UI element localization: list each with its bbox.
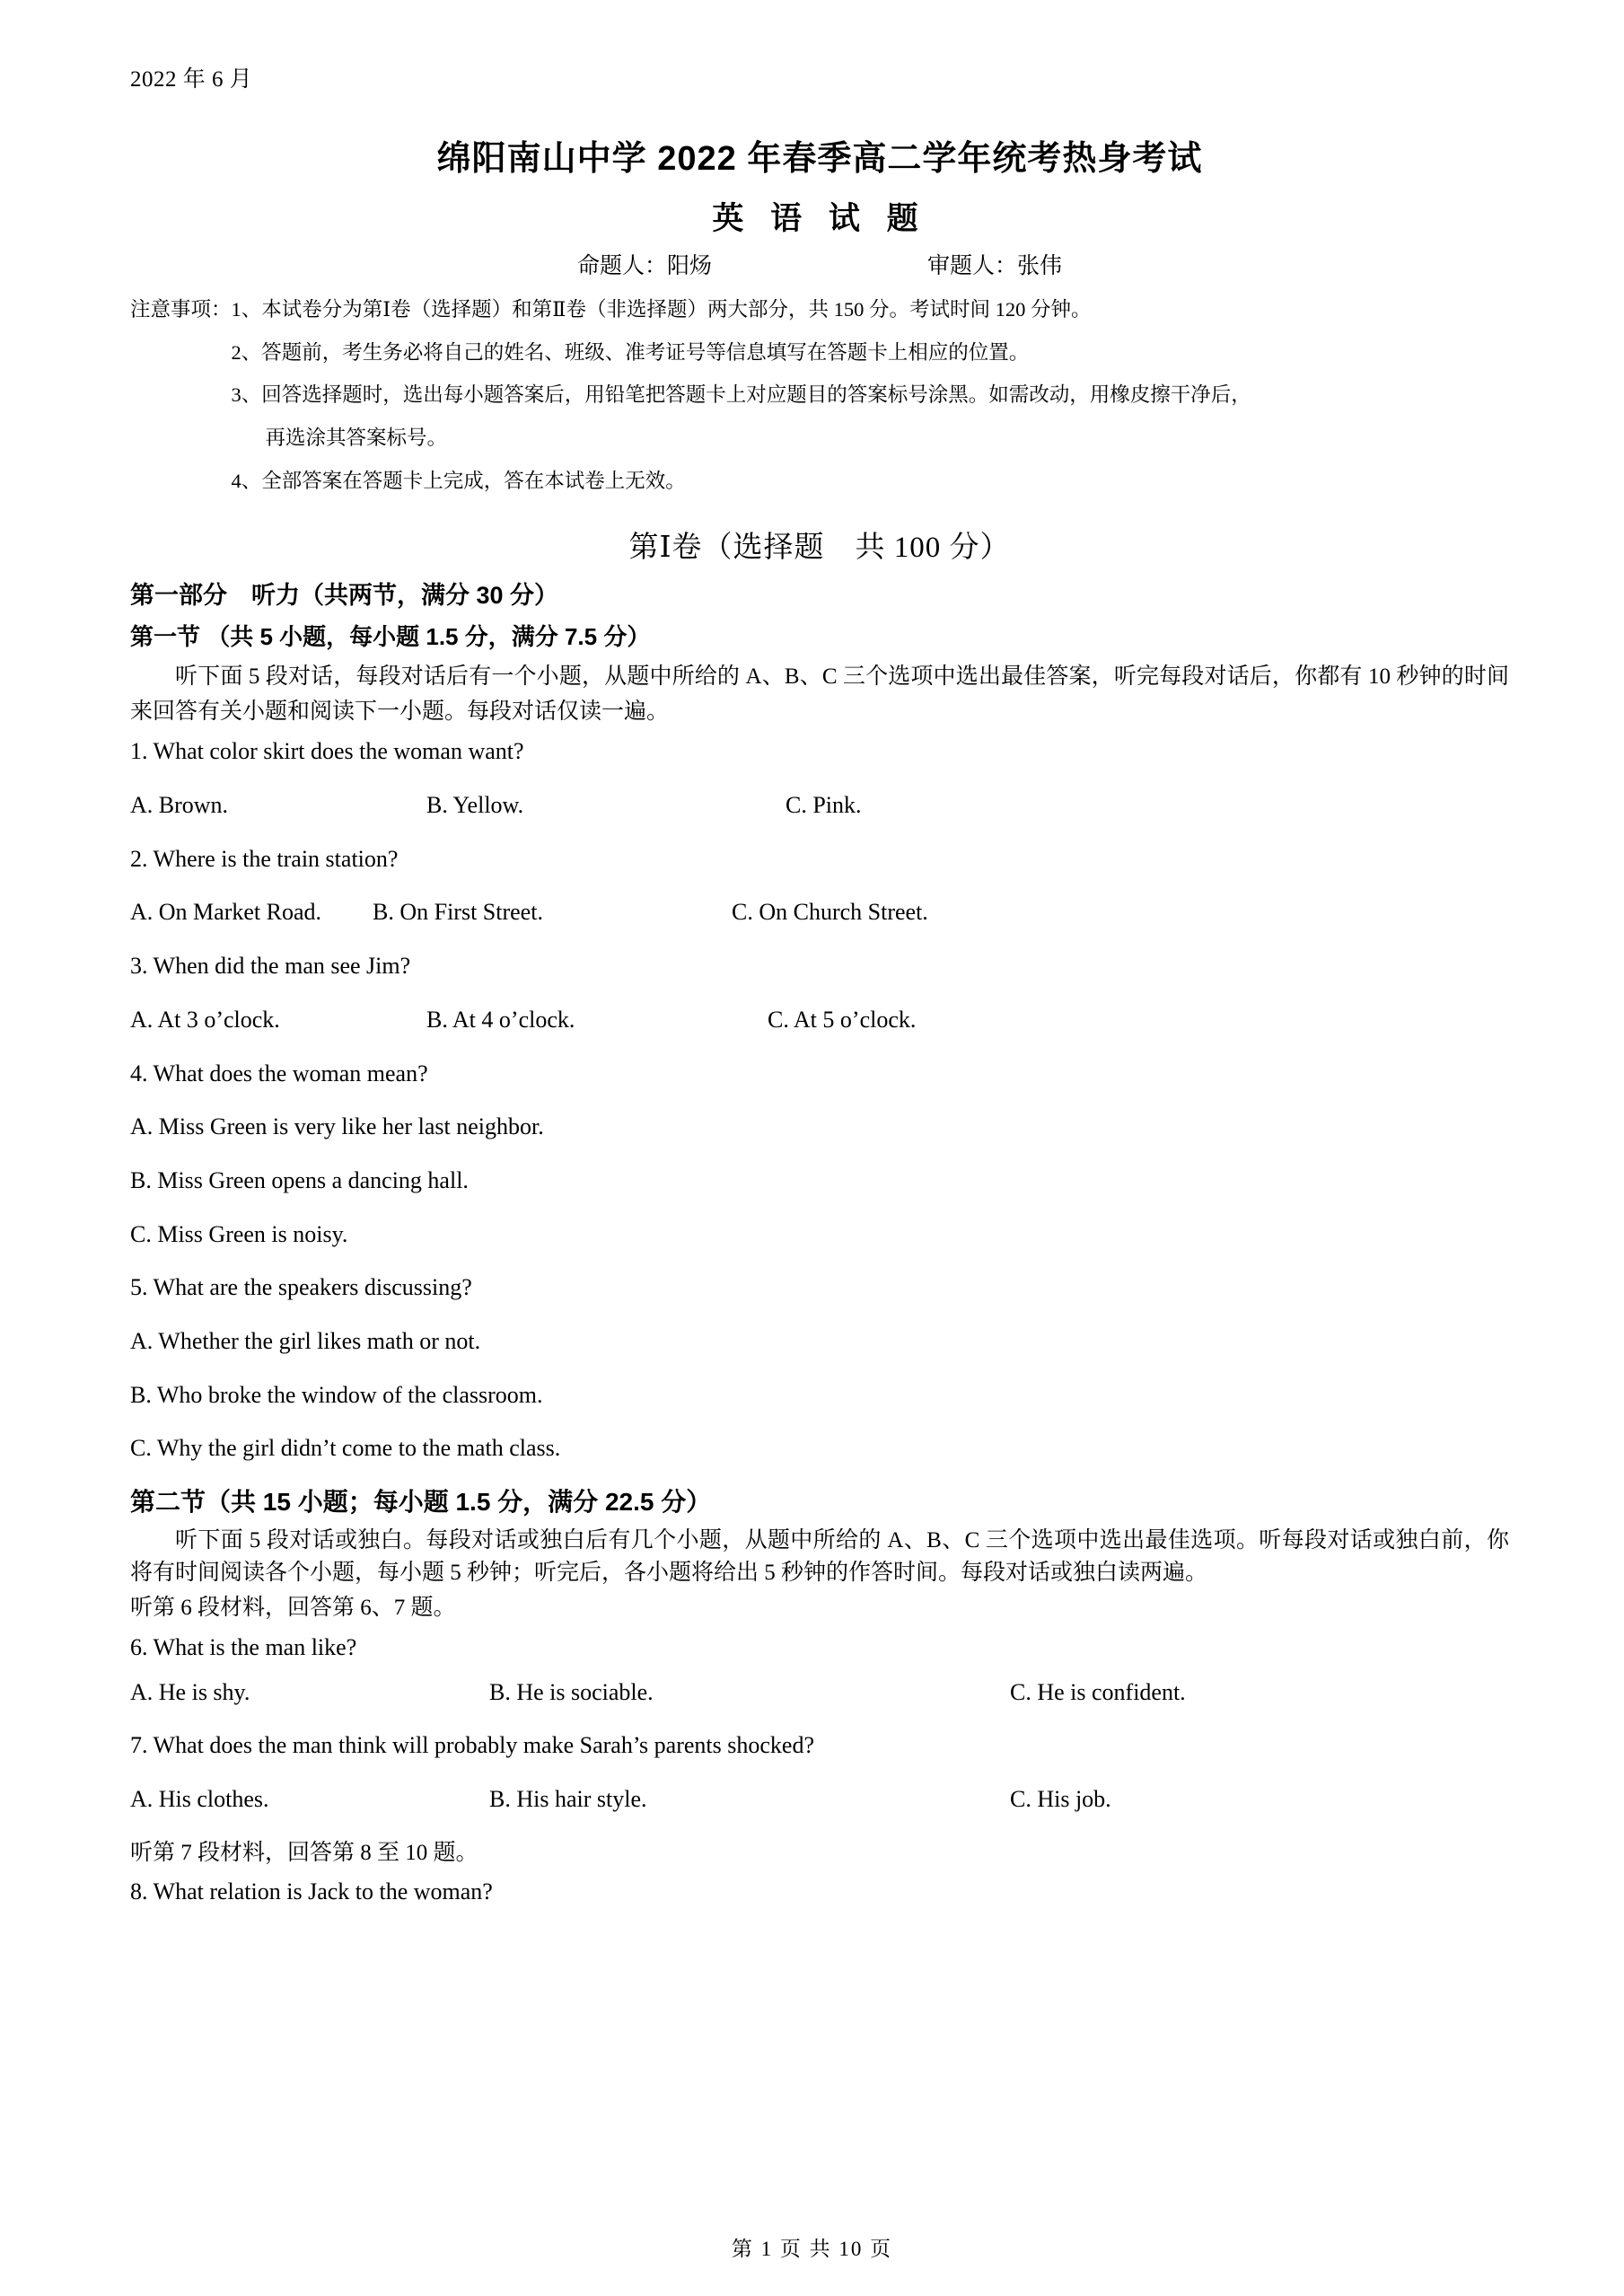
option-a[interactable]: A. He is shy. — [130, 1678, 250, 1705]
page-subtitle: 英 语 试 题 — [712, 200, 927, 236]
section-one-heading: 第一节 （共 5 小题，每小题 1.5 分，满分 7.5 分） — [130, 622, 651, 650]
question-options — [130, 1782, 1509, 1817]
section-two-instruction: 听下面 5 段对话或独白。每段对话或独白后有几个小题，从题中所给的 A、B、C 三个选项中选出最佳选项。听每段对话或独白前，你将有时间阅读各个小题，每小题 5 秒钟；听完后，各小题将给出 5 秒钟的作答时间。每段对话或独白读两遍。 — [130, 1527, 1509, 1586]
question-stem: 1. What color skirt does the woman want? — [130, 738, 524, 765]
question-stem: 7. What does the man think will probably make Sarah’s parents shocked? — [130, 1732, 814, 1759]
option-a[interactable]: A. At 3 o’clock. — [130, 1006, 280, 1033]
option-a[interactable]: A. On Market Road. — [130, 899, 322, 926]
option-c[interactable]: C. He is confident. — [1010, 1678, 1186, 1705]
option-c[interactable]: C. Pink. — [786, 792, 862, 819]
byline — [130, 252, 1509, 282]
exam-date: 2022 年 6 月 — [130, 67, 253, 92]
question-stem: 4. What does the woman mean? — [130, 1060, 428, 1086]
option-a[interactable]: A. Miss Green is very like her last neighbor. — [130, 1113, 544, 1140]
question-stem: 5. What are the speakers discussing? — [130, 1274, 472, 1301]
exam-instructions-label: 注意事项： — [130, 297, 232, 321]
question-stem: 6. What is the man like? — [130, 1633, 357, 1660]
page-title: 绵阳南山中学 2022 年春季高二学年统考热身考试 — [436, 140, 1203, 178]
exam-instructions — [130, 295, 1509, 509]
option-b[interactable]: B. On First Street. — [373, 899, 543, 926]
question-stem: 2. Where is the train station? — [130, 845, 399, 872]
exam-instructions-row — [130, 295, 1509, 509]
option-b[interactable]: B. Who broke the window of the classroom. — [130, 1381, 543, 1408]
material-seven-label: 听第 7 段材料，回答第 8 至 10 题。 — [130, 1840, 478, 1865]
option-c[interactable]: C. Miss Green is noisy. — [130, 1220, 348, 1247]
option-a[interactable]: A. Whether the girl likes math or not. — [130, 1327, 481, 1354]
volume-heading: 第Ⅰ卷（选择题 共 100 分） — [628, 531, 1011, 564]
material-six-label: 听第 6 段材料，回答第 6、7 题。 — [130, 1596, 456, 1621]
option-c[interactable]: C. Why the girl didn’t come to the math class. — [130, 1435, 561, 1462]
section-two-heading: 第二节（共 15 小题；每小题 1.5 分，满分 22.5 分） — [130, 1488, 712, 1517]
note-item: 3、回答选择题时，选出每小题答案后，用铅笔把答题卡上对应题目的答案标号涂黑。如需改动，用橡皮擦干净后， — [231, 383, 1251, 407]
option-b[interactable]: B. At 4 o’clock. — [426, 1006, 575, 1033]
question-options — [130, 788, 1509, 823]
note-item: 2、答题前，考生务必将自己的姓名、班级、准考证号等信息填写在答题卡上相应的位置。 — [231, 340, 1030, 364]
part-one-heading: 第一部分 听力（共两节，满分 30 分） — [130, 582, 559, 610]
question-options — [130, 895, 1509, 929]
question-stem: 8. What relation is Jack to the woman? — [130, 1878, 493, 1905]
question-options — [130, 1003, 1509, 1037]
paper-reviewer: 审题人：张伟 — [927, 254, 1063, 279]
question-options — [130, 1676, 1509, 1710]
exam-instructions-list — [232, 295, 1509, 509]
note-item: 4、全部答案在答题卡上完成，答在本试卷上无效。 — [231, 469, 686, 492]
option-b[interactable]: B. He is sociable. — [489, 1678, 654, 1705]
section-one-instruction: 听下面 5 段对话，每段对话后有一个小题，从题中所给的 A、B、C 三个选项中选出最佳答案，听完每段对话后，你都有 10 秒钟的时间来回答有关小题和阅读下一小题。每段对话仅读一遍。 — [130, 664, 1509, 724]
note-item-continuation: 再选涂其答案标号。 — [265, 427, 448, 449]
option-c[interactable]: C. At 5 o’clock. — [768, 1006, 917, 1033]
option-b[interactable]: B. Yellow. — [426, 792, 524, 819]
question-stem: 3. When did the man see Jim? — [130, 953, 411, 980]
option-b[interactable]: B. Miss Green opens a dancing hall. — [130, 1166, 469, 1193]
option-b[interactable]: B. His hair style. — [489, 1785, 647, 1812]
note-item: 1、本试卷分为第Ⅰ卷（选择题）和第Ⅱ卷（非选择题）两大部分，共 150 分。考试时间 120 分钟。 — [231, 297, 1092, 321]
option-c[interactable]: C. On Church Street. — [732, 899, 928, 926]
page-footer: 第 1 页 共 10 页 — [731, 2238, 893, 2260]
paper-author: 命题人：阳炀 — [576, 254, 712, 279]
option-a[interactable]: A. Brown. — [130, 792, 229, 819]
option-a[interactable]: A. His clothes. — [130, 1785, 269, 1812]
option-c[interactable]: C. His job. — [1010, 1785, 1111, 1812]
